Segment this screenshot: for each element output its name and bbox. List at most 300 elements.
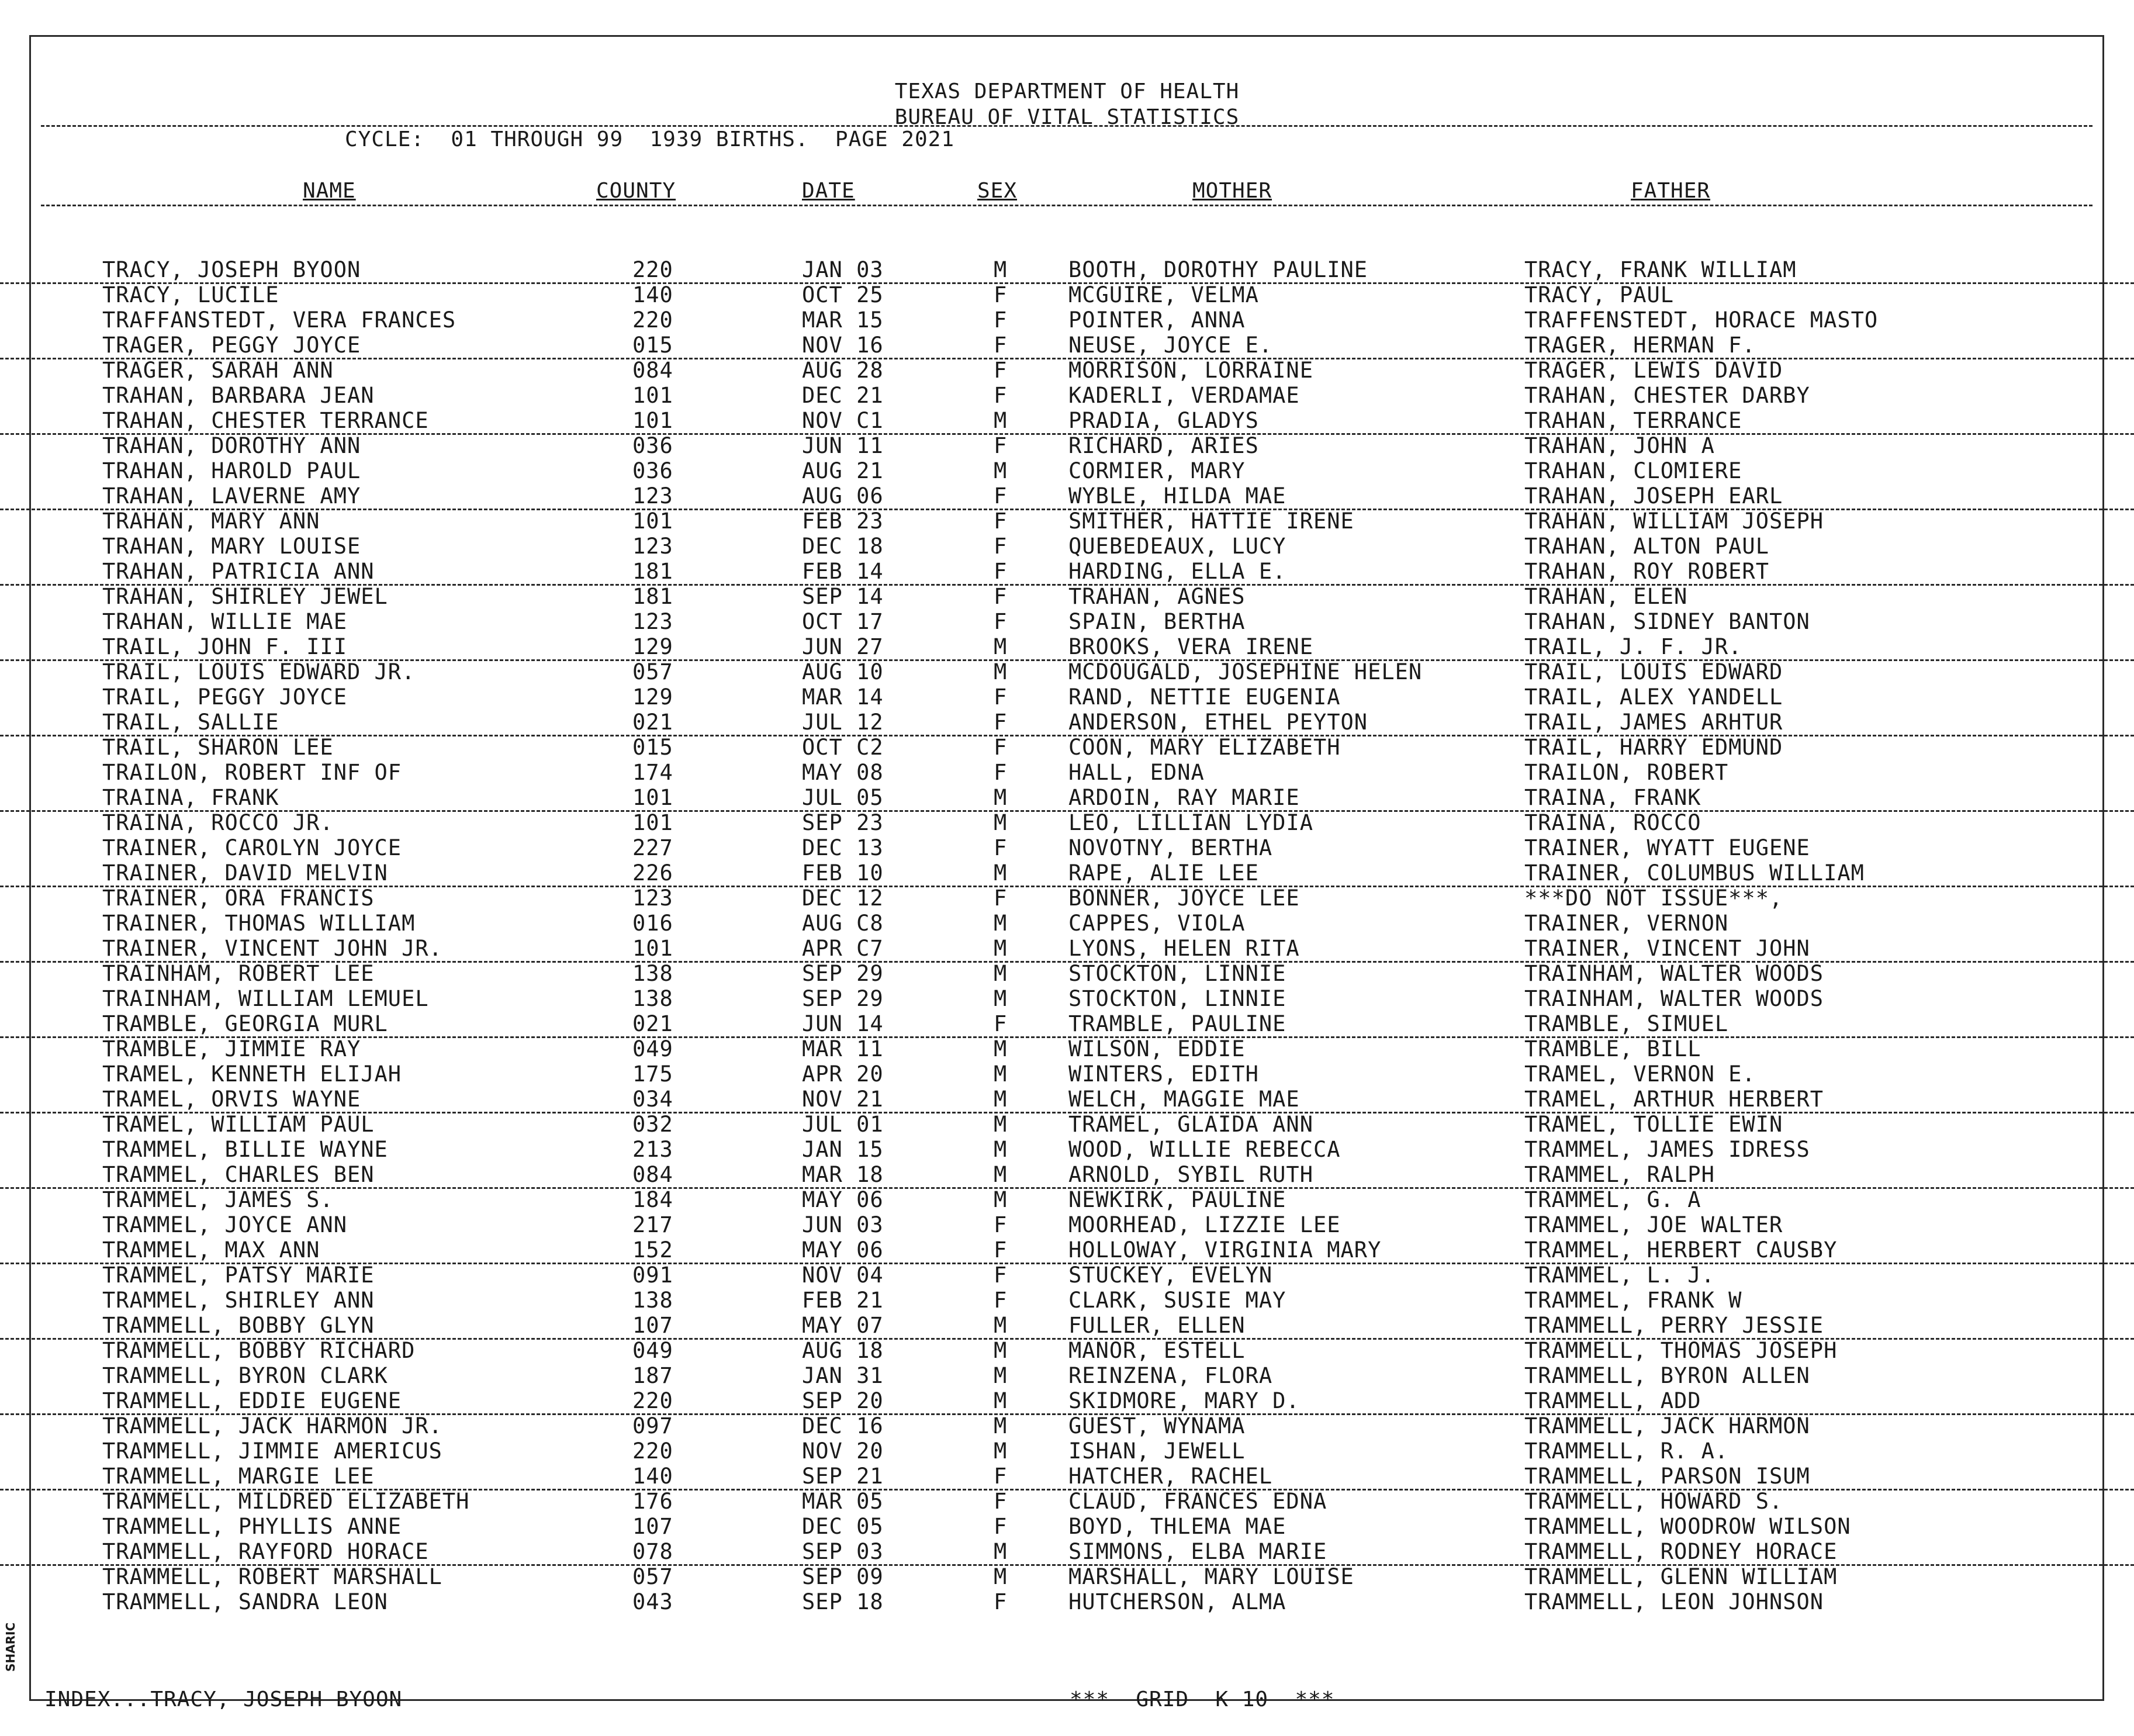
cell-father: TRAMMELL, PARSON ISUM xyxy=(1524,1464,1810,1489)
cell-name: TRAHAN, CHESTER TERRANCE xyxy=(102,408,429,433)
cell-date: JUL 05 xyxy=(802,785,884,810)
cell-mother: HALL, EDNA xyxy=(1068,760,1205,785)
cell-father: TRAHAN, JOHN A xyxy=(1524,433,1715,458)
cell-mother: SPAIN, BERTHA xyxy=(1068,609,1246,634)
cell-father: TRAGER, LEWIS DAVID xyxy=(1524,358,1783,383)
cell-father: TRACY, FRANK WILLIAM xyxy=(1524,257,1797,282)
table-row xyxy=(0,710,2134,736)
bureau-title: BUREAU OF VITAL STATISTICS xyxy=(894,105,1240,129)
cell-date: SEP 14 xyxy=(802,584,884,609)
cell-name: TRAINER, ORA FRANCIS xyxy=(102,886,375,911)
cell-date: AUG 21 xyxy=(802,458,884,483)
cell-county: 220 xyxy=(632,307,673,333)
cell-father: TRAINA, ROCCO xyxy=(1524,810,1701,835)
cell-date: JUN 27 xyxy=(802,634,884,659)
table-row xyxy=(0,483,2134,510)
cell-mother: GUEST, WYNAMA xyxy=(1068,1413,1246,1438)
cell-sex: M xyxy=(994,1187,1008,1212)
table-row xyxy=(0,1288,2134,1313)
cell-father: TRAIL, JAMES ARHTUR xyxy=(1524,710,1783,735)
cell-county: 138 xyxy=(632,986,673,1011)
cell-county: 101 xyxy=(632,509,673,534)
cell-county: 138 xyxy=(632,1288,673,1313)
cell-mother: FULLER, ELLEN xyxy=(1068,1313,1246,1338)
cell-date: MAR 15 xyxy=(802,307,884,333)
cell-county: 032 xyxy=(632,1112,673,1137)
cell-sex: M xyxy=(994,1162,1008,1187)
table-row xyxy=(0,1564,2134,1589)
cell-father: TRAMMELL, JACK HARMON xyxy=(1524,1413,1810,1438)
cell-father: TRAHAN, JOSEPH EARL xyxy=(1524,483,1783,509)
table-row xyxy=(0,1313,2134,1340)
cell-mother: BROOKS, VERA IRENE xyxy=(1068,634,1313,659)
cell-county: 107 xyxy=(632,1313,673,1338)
cell-mother: WYBLE, HILDA MAE xyxy=(1068,483,1286,509)
side-mark: SHARIC xyxy=(4,1622,18,1672)
cell-mother: BOOTH, DOROTHY PAULINE xyxy=(1068,257,1368,282)
cell-name: TRAMMELL, BYRON CLARK xyxy=(102,1363,388,1388)
table-row xyxy=(0,1087,2134,1113)
cell-mother: TRAMBLE, PAULINE xyxy=(1068,1011,1286,1036)
cell-county: 140 xyxy=(632,282,673,307)
table-row xyxy=(0,1162,2134,1189)
cell-county: 101 xyxy=(632,936,673,961)
cell-name: TRAILON, ROBERT INF OF xyxy=(102,760,402,785)
table-row xyxy=(0,559,2134,586)
cell-county: 187 xyxy=(632,1363,673,1388)
cell-mother: HARDING, ELLA E. xyxy=(1068,559,1286,584)
cell-father: TRAMMEL, JAMES IDRESS xyxy=(1524,1137,1810,1162)
cell-date: SEP 21 xyxy=(802,1464,884,1489)
column-header-divider xyxy=(41,205,2093,206)
table-row xyxy=(0,986,2134,1011)
cell-mother: KADERLI, VERDAMAE xyxy=(1068,383,1300,408)
cell-county: 084 xyxy=(632,358,673,383)
cell-county: 129 xyxy=(632,634,673,659)
cell-name: TRAINER, VINCENT JOHN JR. xyxy=(102,936,442,961)
cell-name: TRAGER, PEGGY JOYCE xyxy=(102,333,361,358)
table-row xyxy=(0,1388,2134,1415)
cell-father: TRAFFENSTEDT, HORACE MASTO xyxy=(1524,307,1879,333)
cell-mother: WILSON, EDDIE xyxy=(1068,1036,1246,1061)
cell-date: MAY 07 xyxy=(802,1313,884,1338)
table-row xyxy=(0,1137,2134,1162)
cell-father: TRAIL, LOUIS EDWARD xyxy=(1524,659,1783,684)
cell-father: TRAMEL, VERNON E. xyxy=(1524,1061,1756,1087)
table-row xyxy=(0,609,2134,634)
cell-date: MAR 18 xyxy=(802,1162,884,1187)
cell-mother: ISHAN, JEWELL xyxy=(1068,1438,1246,1464)
cell-date: AUG C8 xyxy=(802,911,884,936)
cell-county: 078 xyxy=(632,1539,673,1564)
table-row xyxy=(0,1011,2134,1038)
cell-sex: F xyxy=(994,710,1008,735)
cell-sex: F xyxy=(994,886,1008,911)
cell-father: TRAMMEL, HERBERT CAUSBY xyxy=(1524,1237,1838,1263)
table-row xyxy=(0,1237,2134,1264)
cell-date: SEP 03 xyxy=(802,1539,884,1564)
cell-father: TRAHAN, ALTON PAUL xyxy=(1524,534,1769,559)
column-header-county: COUNTY xyxy=(596,179,676,203)
cell-county: 101 xyxy=(632,383,673,408)
cell-name: TRAHAN, DOROTHY ANN xyxy=(102,433,361,458)
cell-name: TRAHAN, PATRICIA ANN xyxy=(102,559,375,584)
table-row xyxy=(0,282,2134,307)
cell-father: TRAMMEL, G. A xyxy=(1524,1187,1701,1212)
table-row xyxy=(0,760,2134,785)
cell-mother: RICHARD, ARIES xyxy=(1068,433,1259,458)
cell-date: JUL 12 xyxy=(802,710,884,735)
cell-county: 036 xyxy=(632,433,673,458)
cell-name: TRAMBLE, JIMMIE RAY xyxy=(102,1036,361,1061)
cell-sex: F xyxy=(994,1464,1008,1489)
table-row xyxy=(0,1338,2134,1363)
cell-sex: F xyxy=(994,1011,1008,1036)
cell-father: TRAMMELL, HOWARD S. xyxy=(1524,1489,1783,1514)
cell-name: TRAMMELL, EDDIE EUGENE xyxy=(102,1388,402,1413)
table-row xyxy=(0,433,2134,458)
cell-name: TRAIL, JOHN F. III xyxy=(102,634,347,659)
cell-mother: NEUSE, JOYCE E. xyxy=(1068,333,1273,358)
cell-mother: CAPPES, VIOLA xyxy=(1068,911,1246,936)
cell-name: TRAFFANSTEDT, VERA FRANCES xyxy=(102,307,456,333)
cell-sex: M xyxy=(994,936,1008,961)
cell-county: 140 xyxy=(632,1464,673,1489)
cell-sex: F xyxy=(994,1589,1008,1614)
cell-name: TRAIL, LOUIS EDWARD JR. xyxy=(102,659,416,684)
cell-date: JUN 14 xyxy=(802,1011,884,1036)
cell-name: TRAMEL, KENNETH ELIJAH xyxy=(102,1061,402,1087)
cell-date: FEB 14 xyxy=(802,559,884,584)
cell-sex: F xyxy=(994,1237,1008,1263)
cell-father: TRAHAN, SIDNEY BANTON xyxy=(1524,609,1810,634)
cell-father: TRAMBLE, SIMUEL xyxy=(1524,1011,1729,1036)
column-header-name: NAME xyxy=(303,179,356,203)
table-row xyxy=(0,358,2134,383)
table-row xyxy=(0,458,2134,483)
cell-date: DEC 13 xyxy=(802,835,884,860)
cell-date: OCT 25 xyxy=(802,282,884,307)
cell-sex: F xyxy=(994,1212,1008,1237)
cell-name: TRAMMELL, RAYFORD HORACE xyxy=(102,1539,429,1564)
cell-county: 176 xyxy=(632,1489,673,1514)
cell-name: TRAMMELL, PHYLLIS ANNE xyxy=(102,1514,402,1539)
cell-date: MAY 06 xyxy=(802,1237,884,1263)
cell-date: DEC 12 xyxy=(802,886,884,911)
cell-sex: M xyxy=(994,1438,1008,1464)
table-row xyxy=(0,634,2134,661)
cell-date: DEC 05 xyxy=(802,1514,884,1539)
cell-sex: M xyxy=(994,634,1008,659)
cell-name: TRAHAN, SHIRLEY JEWEL xyxy=(102,584,388,609)
table-row xyxy=(0,307,2134,333)
cell-mother: HUTCHERSON, ALMA xyxy=(1068,1589,1286,1614)
cell-sex: F xyxy=(994,333,1008,358)
cell-date: OCT C2 xyxy=(802,735,884,760)
cell-county: 107 xyxy=(632,1514,673,1539)
cell-county: 049 xyxy=(632,1036,673,1061)
cell-date: SEP 29 xyxy=(802,961,884,986)
cell-county: 049 xyxy=(632,1338,673,1363)
cell-sex: M xyxy=(994,785,1008,810)
cell-mother: QUEBEDEAUX, LUCY xyxy=(1068,534,1286,559)
table-row xyxy=(0,1061,2134,1087)
table-row xyxy=(0,1514,2134,1539)
cell-sex: F xyxy=(994,534,1008,559)
cell-county: 181 xyxy=(632,559,673,584)
cell-mother: LYONS, HELEN RITA xyxy=(1068,936,1300,961)
cell-sex: M xyxy=(994,1413,1008,1438)
cell-name: TRAMMEL, JAMES S. xyxy=(102,1187,334,1212)
column-header-date: DATE xyxy=(802,179,855,203)
cell-name: TRAHAN, LAVERNE AMY xyxy=(102,483,361,509)
cell-mother: CLARK, SUSIE MAY xyxy=(1068,1288,1286,1313)
cell-name: TRAHAN, MARY LOUISE xyxy=(102,534,361,559)
cell-date: DEC 16 xyxy=(802,1413,884,1438)
cell-mother: CLAUD, FRANCES EDNA xyxy=(1068,1489,1327,1514)
cell-sex: M xyxy=(994,1137,1008,1162)
cell-county: 184 xyxy=(632,1187,673,1212)
cell-county: 015 xyxy=(632,735,673,760)
cell-name: TRAHAN, HAROLD PAUL xyxy=(102,458,361,483)
cell-date: AUG 06 xyxy=(802,483,884,509)
table-row xyxy=(0,860,2134,887)
cell-date: JUL 01 xyxy=(802,1112,884,1137)
cell-name: TRAHAN, MARY ANN xyxy=(102,509,320,534)
cell-father: TRAMEL, ARTHUR HERBERT xyxy=(1524,1087,1824,1112)
cell-name: TRAINHAM, WILLIAM LEMUEL xyxy=(102,986,429,1011)
cell-date: FEB 10 xyxy=(802,860,884,886)
cell-mother: STOCKTON, LINNIE xyxy=(1068,986,1286,1011)
table-row xyxy=(0,936,2134,963)
table-row xyxy=(0,961,2134,986)
cell-county: 217 xyxy=(632,1212,673,1237)
cell-father: TRAHAN, CLOMIERE xyxy=(1524,458,1742,483)
cell-sex: M xyxy=(994,1338,1008,1363)
cell-name: TRAMMEL, BILLIE WAYNE xyxy=(102,1137,388,1162)
table-row xyxy=(0,1413,2134,1438)
cell-date: NOV C1 xyxy=(802,408,884,433)
table-row xyxy=(0,383,2134,408)
cell-name: TRAIL, SHARON LEE xyxy=(102,735,334,760)
table-row xyxy=(0,735,2134,760)
cell-mother: MOORHEAD, LIZZIE LEE xyxy=(1068,1212,1341,1237)
cell-date: NOV 04 xyxy=(802,1263,884,1288)
cell-father: TRAHAN, WILLIAM JOSEPH xyxy=(1524,509,1824,534)
cell-mother: MARSHALL, MARY LOUISE xyxy=(1068,1564,1354,1589)
cell-date: SEP 20 xyxy=(802,1388,884,1413)
cell-sex: M xyxy=(994,986,1008,1011)
table-row xyxy=(0,333,2134,359)
table-row xyxy=(0,1263,2134,1288)
cell-mother: RAPE, ALIE LEE xyxy=(1068,860,1259,886)
cell-name: TRAINHAM, ROBERT LEE xyxy=(102,961,375,986)
cell-county: 101 xyxy=(632,810,673,835)
cell-date: NOV 16 xyxy=(802,333,884,358)
header-divider xyxy=(41,125,2093,127)
cell-date: AUG 28 xyxy=(802,358,884,383)
cell-date: AUG 10 xyxy=(802,659,884,684)
cell-county: 227 xyxy=(632,835,673,860)
cell-county: 036 xyxy=(632,458,673,483)
table-row xyxy=(0,534,2134,559)
table-row xyxy=(0,584,2134,609)
cell-date: SEP 29 xyxy=(802,986,884,1011)
cell-sex: F xyxy=(994,1288,1008,1313)
cell-sex: M xyxy=(994,408,1008,433)
cell-father: TRAIL, HARRY EDMUND xyxy=(1524,735,1783,760)
cell-father: TRAINHAM, WALTER WOODS xyxy=(1524,961,1824,986)
cell-father: TRAMMEL, FRANK W xyxy=(1524,1288,1742,1313)
cell-sex: F xyxy=(994,609,1008,634)
cell-date: OCT 17 xyxy=(802,609,884,634)
cell-sex: F xyxy=(994,760,1008,785)
department-title: TEXAS DEPARTMENT OF HEALTH xyxy=(894,79,1240,103)
cell-mother: ARDOIN, RAY MARIE xyxy=(1068,785,1300,810)
cell-mother: STOCKTON, LINNIE xyxy=(1068,961,1286,986)
cell-father: TRAINER, WYATT EUGENE xyxy=(1524,835,1810,860)
cell-sex: F xyxy=(994,433,1008,458)
table-row xyxy=(0,1464,2134,1491)
cell-mother: RAND, NETTIE EUGENIA xyxy=(1068,684,1341,710)
cell-date: MAR 05 xyxy=(802,1489,884,1514)
cell-sex: M xyxy=(994,1061,1008,1087)
table-row xyxy=(0,1589,2134,1614)
cell-mother: MCGUIRE, VELMA xyxy=(1068,282,1259,307)
cell-sex: F xyxy=(994,358,1008,383)
cell-name: TRAINER, CAROLYN JOYCE xyxy=(102,835,402,860)
cell-county: 084 xyxy=(632,1162,673,1187)
cell-name: TRAMMELL, SANDRA LEON xyxy=(102,1589,388,1614)
cell-county: 174 xyxy=(632,760,673,785)
cell-mother: PRADIA, GLADYS xyxy=(1068,408,1259,433)
table-row xyxy=(0,684,2134,710)
cell-name: TRAMMELL, BOBBY GLYN xyxy=(102,1313,375,1338)
cell-county: 220 xyxy=(632,1438,673,1464)
table-row xyxy=(0,509,2134,534)
cell-sex: M xyxy=(994,810,1008,835)
cell-father: TRAHAN, ROY ROBERT xyxy=(1524,559,1769,584)
cell-county: 057 xyxy=(632,659,673,684)
cell-date: MAY 08 xyxy=(802,760,884,785)
cell-date: DEC 21 xyxy=(802,383,884,408)
cell-father: TRAMMELL, BYRON ALLEN xyxy=(1524,1363,1810,1388)
cell-name: TRAINA, FRANK xyxy=(102,785,279,810)
cell-mother: CORMIER, MARY xyxy=(1068,458,1246,483)
cell-mother: ANDERSON, ETHEL PEYTON xyxy=(1068,710,1368,735)
cell-father: TRAMEL, TOLLIE EWIN xyxy=(1524,1112,1783,1137)
cell-county: 016 xyxy=(632,911,673,936)
cell-date: SEP 23 xyxy=(802,810,884,835)
cell-sex: F xyxy=(994,483,1008,509)
cell-date: MAY 06 xyxy=(802,1187,884,1212)
cell-name: TRAMMELL, JACK HARMON JR. xyxy=(102,1413,442,1438)
cell-mother: BOYD, THLEMA MAE xyxy=(1068,1514,1286,1539)
cell-county: 015 xyxy=(632,333,673,358)
cell-date: SEP 09 xyxy=(802,1564,884,1589)
cell-date: JUN 11 xyxy=(802,433,884,458)
cell-mother: ARNOLD, SYBIL RUTH xyxy=(1068,1162,1313,1187)
cell-father: TRAILON, ROBERT xyxy=(1524,760,1729,785)
cell-sex: F xyxy=(994,584,1008,609)
cell-sex: F xyxy=(994,282,1008,307)
cell-sex: M xyxy=(994,1363,1008,1388)
cell-name: TRACY, JOSEPH BYOON xyxy=(102,257,361,282)
table-row xyxy=(0,835,2134,860)
cell-name: TRAHAN, BARBARA JEAN xyxy=(102,383,375,408)
cell-father: TRAMMEL, RALPH xyxy=(1524,1162,1715,1187)
cell-sex: M xyxy=(994,860,1008,886)
column-header-father: FATHER xyxy=(1631,179,1711,203)
cell-county: 021 xyxy=(632,710,673,735)
cell-name: TRACY, LUCILE xyxy=(102,282,279,307)
cell-county: 220 xyxy=(632,257,673,282)
cell-name: TRAIL, SALLIE xyxy=(102,710,279,735)
table-row xyxy=(0,257,2134,284)
cell-name: TRAMBLE, GEORGIA MURL xyxy=(102,1011,388,1036)
cell-name: TRAMMEL, PATSY MARIE xyxy=(102,1263,375,1288)
cell-date: MAR 11 xyxy=(802,1036,884,1061)
table-row xyxy=(0,1212,2134,1237)
table-row xyxy=(0,1489,2134,1514)
cell-sex: M xyxy=(994,659,1008,684)
cell-name: TRAINER, DAVID MELVIN xyxy=(102,860,388,886)
cell-sex: F xyxy=(994,383,1008,408)
cell-mother: HATCHER, RACHEL xyxy=(1068,1464,1273,1489)
cell-county: 101 xyxy=(632,785,673,810)
cell-father: TRAHAN, ELEN xyxy=(1524,584,1688,609)
cell-name: TRAMMELL, BOBBY RICHARD xyxy=(102,1338,416,1363)
cell-mother: NEWKIRK, PAULINE xyxy=(1068,1187,1286,1212)
cell-father: TRAMMELL, RODNEY HORACE xyxy=(1524,1539,1838,1564)
cell-county: 101 xyxy=(632,408,673,433)
table-row xyxy=(0,886,2134,911)
cell-mother: BONNER, JOYCE LEE xyxy=(1068,886,1300,911)
cell-county: 021 xyxy=(632,1011,673,1036)
cell-county: 220 xyxy=(632,1388,673,1413)
cell-father: TRAMMELL, THOMAS JOSEPH xyxy=(1524,1338,1838,1363)
cell-sex: F xyxy=(994,835,1008,860)
cell-father: ***DO NOT ISSUE***, xyxy=(1524,886,1783,911)
cell-father: TRAINHAM, WALTER WOODS xyxy=(1524,986,1824,1011)
cell-sex: M xyxy=(994,1087,1008,1112)
cell-county: 091 xyxy=(632,1263,673,1288)
cell-mother: WINTERS, EDITH xyxy=(1068,1061,1259,1087)
cell-date: JAN 31 xyxy=(802,1363,884,1388)
cell-sex: M xyxy=(994,911,1008,936)
cell-date: SEP 18 xyxy=(802,1589,884,1614)
cell-date: DEC 18 xyxy=(802,534,884,559)
cell-father: TRAINER, COLUMBUS WILLIAM xyxy=(1524,860,1865,886)
cell-county: 123 xyxy=(632,886,673,911)
cell-county: 226 xyxy=(632,860,673,886)
cell-name: TRAINA, ROCCO JR. xyxy=(102,810,334,835)
cell-date: JAN 03 xyxy=(802,257,884,282)
cell-mother: COON, MARY ELIZABETH xyxy=(1068,735,1341,760)
cell-sex: F xyxy=(994,307,1008,333)
cell-mother: WELCH, MAGGIE MAE xyxy=(1068,1087,1300,1112)
cell-sex: M xyxy=(994,961,1008,986)
table-row xyxy=(0,810,2134,835)
cell-county: 213 xyxy=(632,1137,673,1162)
cell-name: TRAMMEL, CHARLES BEN xyxy=(102,1162,375,1187)
cell-date: APR C7 xyxy=(802,936,884,961)
cell-name: TRAGER, SARAH ANN xyxy=(102,358,334,383)
cell-county: 123 xyxy=(632,534,673,559)
cell-sex: M xyxy=(994,1112,1008,1137)
cell-father: TRAMMEL, JOE WALTER xyxy=(1524,1212,1783,1237)
cell-date: MAR 14 xyxy=(802,684,884,710)
